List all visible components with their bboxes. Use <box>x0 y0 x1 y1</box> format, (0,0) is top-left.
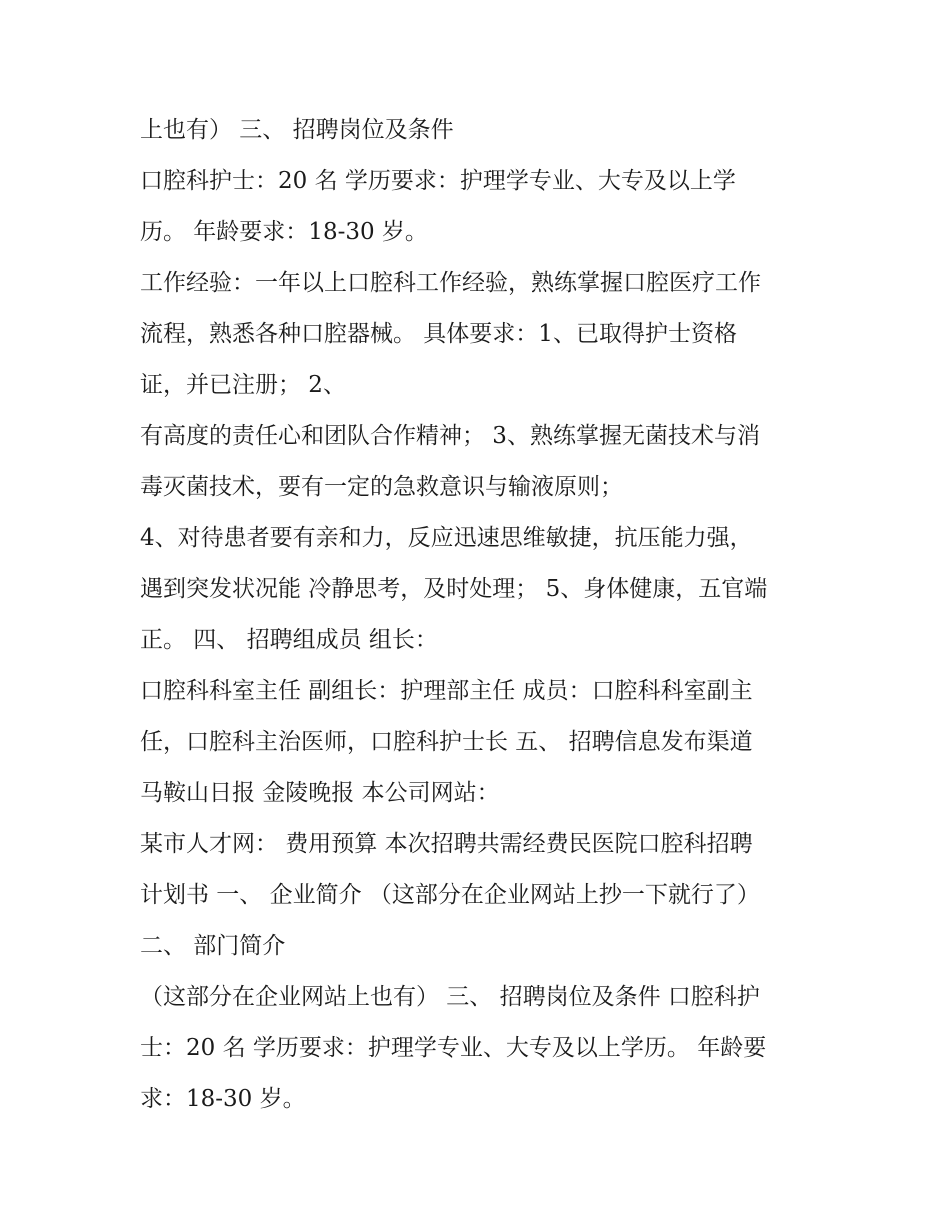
text-line: 证，并已注册； 2、 <box>140 372 346 398</box>
text-line: 工作经验：一年以上口腔科工作经验，熟练掌握口腔医疗工作 <box>140 270 761 296</box>
text-line: 有高度的责任心和团队合作精神； 3、熟练掌握无菌技术与消 <box>140 423 760 449</box>
text-line: 口腔科护士：20 名 学历要求：护理学专业、大专及以上学 <box>140 168 736 194</box>
text-line: 计划书 一、 企业简介 （这部分在企业网站上抄一下就行了） <box>140 882 760 908</box>
text-line: （这部分在企业网站上也有） 三、 招聘岗位及条件 口腔科护 <box>140 984 760 1010</box>
text-line: 士：20 名 学历要求：护理学专业、大专及以上学历。 年龄要 <box>140 1035 767 1061</box>
text-line: 马鞍山日报 金陵晚报 本公司网站： <box>140 780 500 806</box>
text-line: 遇到突发状况能 冷静思考，及时处理； 5、身体健康，五官端 <box>140 576 768 602</box>
text-line: 口腔科科室主任 副组长：护理部主任 成员：口腔科科室副主 <box>140 678 753 704</box>
text-line: 历。 年龄要求：18-30 岁。 <box>140 219 428 245</box>
text-line: 上也有） 三、 招聘岗位及条件 <box>140 117 454 143</box>
text-line: 求：18-30 岁。 <box>140 1086 306 1112</box>
text-line: 任，口腔科主治医师，口腔科护士长 五、 招聘信息发布渠道 <box>140 729 753 755</box>
text-line: 4、对待患者要有亲和力，反应迅速思维敏捷，抗压能力强， <box>140 525 753 551</box>
text-line: 某市人才网： 费用预算 本次招聘共需经费民医院口腔科招聘 <box>140 831 753 857</box>
text-line: 正。 四、 招聘组成员 组长： <box>140 627 438 653</box>
text-line: 毒灭菌技术，要有一定的急救意识与输液原则； <box>140 474 623 500</box>
text-line: 二、 部门简介 <box>140 933 286 959</box>
text-line: 流程，熟悉各种口腔器械。 具体要求：1、已取得护士资格 <box>140 321 737 347</box>
document-body <box>140 110 820 1130</box>
